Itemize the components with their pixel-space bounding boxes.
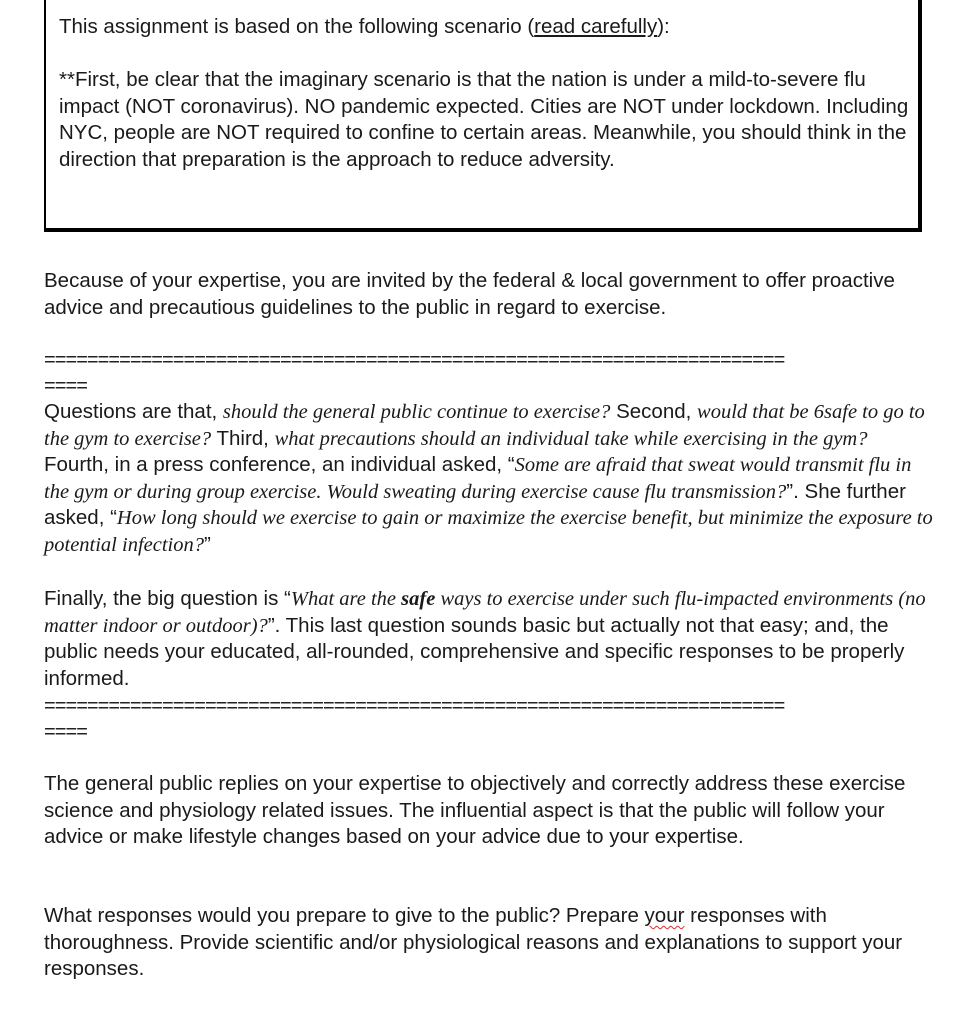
separator-short: ==== [44,375,87,397]
separator-short-2: ==== [44,721,87,743]
big-question-b: ways to exercise under such flu-impacted environments (no matter indoor or outdoor)? [44,588,926,637]
further-label: ”. She further asked, “ [44,479,906,529]
question-4: Some are afraid that sweat would transmit flu in the gym or during group exercise. Would sweating during exercise cause flu transmission? [44,454,912,503]
question-5: How long should we exercise to gain or maximize the exercise benefit, but minimize the exposure to potential infection? [44,507,933,556]
question-5-end: ” [204,532,211,556]
third-label: Third, [211,426,275,450]
title-text: This assignment is based on the following scenario ( [59,15,535,38]
finally-lead: Finally, the big question is “ [44,587,291,610]
questions-lead: Questions are that, [44,400,223,423]
closing-pre: What responses would you prepare to give to the public? Prepare [44,904,645,927]
separator-long-2: ===================================================================== [44,695,785,717]
second-label: Second, [610,400,698,423]
public-paragraph: The general public replies on your expertise to objectively and correctly address these exercise science and physiology related issues. The influential aspect is that the public will follow your advice or make lifestyle changes based on your advice due to your expertise. [44,772,906,848]
spellcheck-flagged-word[interactable]: your [644,904,685,927]
question-3: what precautions should an individual take while exercising in the gym? [274,427,868,450]
big-question-a: What are the [290,588,402,610]
closing-paragraph [44,903,924,983]
intro-paragraph: Because of your expertise, you are invited by the federal & local government to offer proactive advice and precautious guidelines to the public in regard to exercise. [44,269,895,319]
separator-long: ===================================================================== [44,349,785,371]
scenario-title [59,14,914,41]
question-2: would that be 6safe to go to the gym to exercise? [44,401,925,450]
finally-rest: ”. This last question sounds basic but actually not that easy; and, the public needs your educated, all-rounded, comprehensive and specific responses to be properly informed. [44,613,905,690]
closing-post: responses with thoroughness. Provide scientific and/or physiological reasons and explanations to support your responses. [44,904,903,980]
title-end: ): [657,15,670,38]
questions-paragraph [44,399,934,558]
read-carefully-link: read carefully [534,15,658,38]
fourth-label: Fourth, in a press conference, an individual asked, “ [44,453,515,476]
finally-paragraph [44,586,934,692]
question-1: should the general public continue to exercise? [222,401,611,423]
scenario-paragraph: **First, be clear that the imaginary scenario is that the nation is under a mild-to-severe flu impact (NOT coronavirus). NO pandemic expected. Cities are NOT under lockdown. Including NYC, people are NOT required to confine to certain areas. Meanwhile, you should think in the direction that preparation is the approach to reduce adversity. [59,68,909,171]
big-question-safe: safe [401,588,436,610]
scenario-box [44,0,922,232]
